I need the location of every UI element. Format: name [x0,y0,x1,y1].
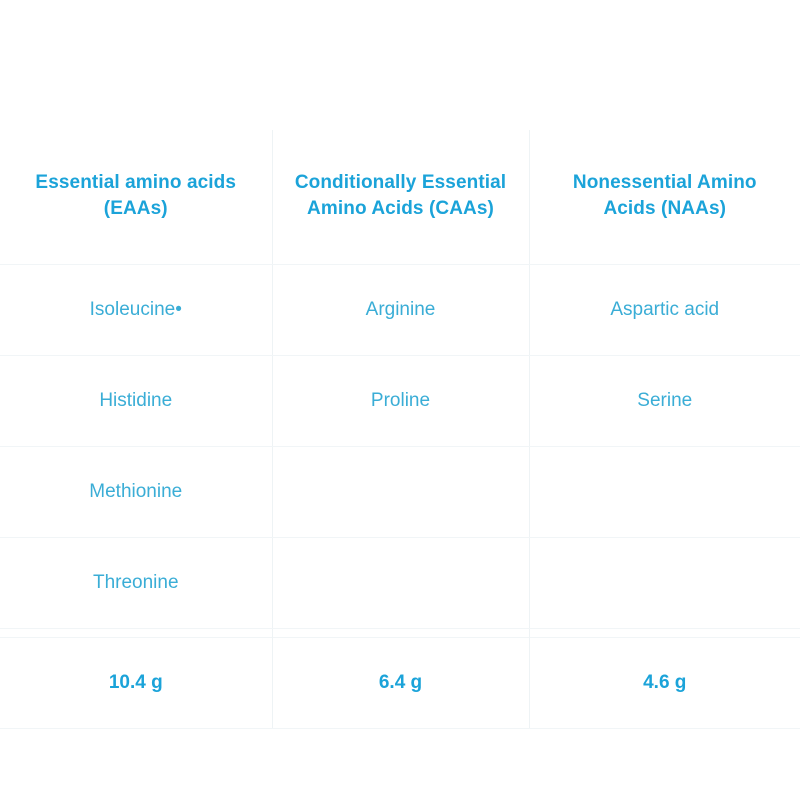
table-row [0,265,800,356]
cell-caa-4 [272,538,529,629]
cell-caa-3 [272,447,529,538]
table-total-row [0,638,800,729]
cell-caa-2: Proline [272,356,529,447]
cell-naa-2: Serine [529,356,800,447]
spacer-cell [529,629,800,638]
table-header-row [0,130,800,265]
cell-naa-3 [529,447,800,538]
column-header-naa: Nonessential Amino Acids (NAAs) [529,130,800,265]
cell-eaa-1: Isoleucine• [0,265,272,356]
column-header-caa: Conditionally Essential Amino Acids (CAAs) [272,130,529,265]
total-eaa: 10.4 g [0,638,272,729]
table-row [0,538,800,629]
amino-acids-table [0,130,800,729]
cell-naa-1: Aspartic acid [529,265,800,356]
table-row [0,447,800,538]
table-container [0,130,800,729]
cell-eaa-4: Threonine [0,538,272,629]
total-caa: 6.4 g [272,638,529,729]
cell-naa-4 [529,538,800,629]
spacer-cell [272,629,529,638]
cell-eaa-3: Methionine [0,447,272,538]
spacer-cell [0,629,272,638]
table-spacer-row [0,629,800,638]
column-header-eaa: Essential amino acids (EAAs) [0,130,272,265]
cell-eaa-2: Histidine [0,356,272,447]
total-naa: 4.6 g [529,638,800,729]
table-row [0,356,800,447]
cell-caa-1: Arginine [272,265,529,356]
